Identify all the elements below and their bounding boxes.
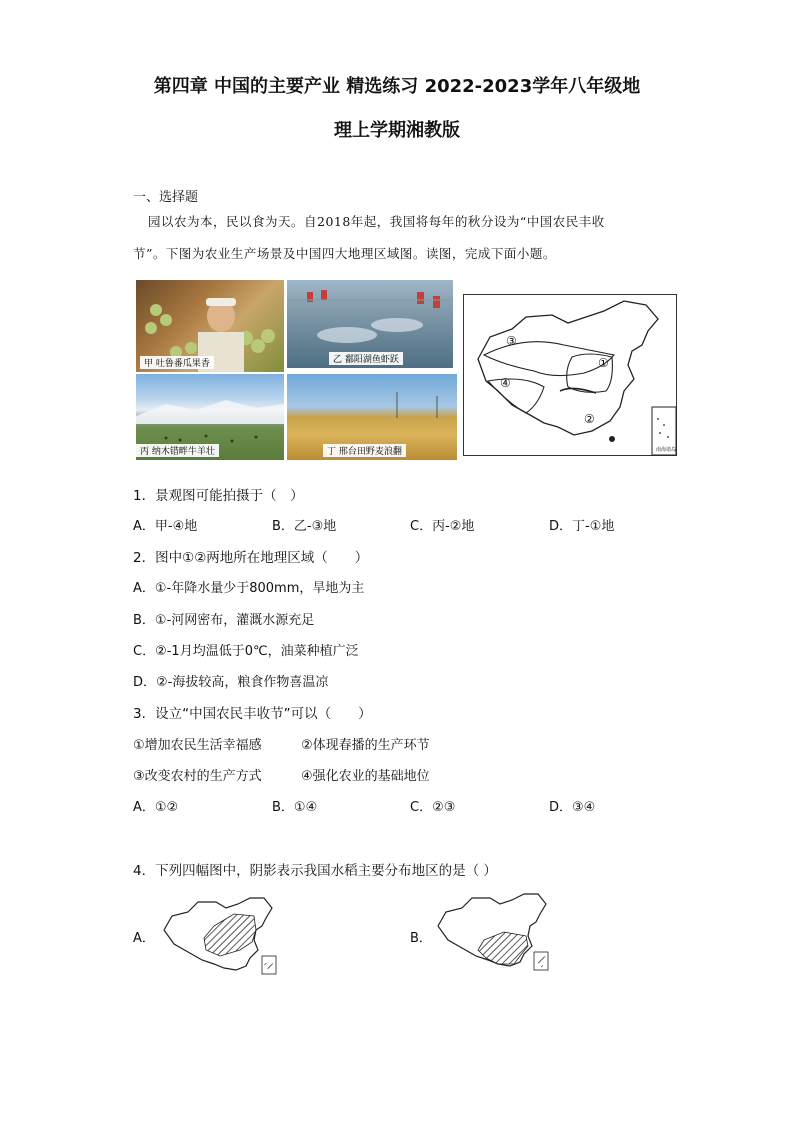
- q4-option-a[interactable]: A．: [133, 931, 155, 946]
- photo-turpan-grapes: [136, 280, 284, 372]
- q2-option-d[interactable]: D．②-海拔较高，粮食作物喜温凉: [133, 675, 329, 690]
- q3-statement-4: ④强化农业的基础地位: [301, 769, 430, 784]
- question-1-stem: 1．景观图可能拍摄于（ ）: [133, 488, 304, 504]
- page-title: 第四章 中国的主要产业 精选练习 2022-2023学年八年级地: [153, 76, 641, 97]
- q3-option-c[interactable]: C．②③: [410, 800, 456, 815]
- photo4-caption: 丁 邢台田野麦浪翻: [323, 444, 406, 457]
- question-4-stem: 4．下列四幅图中，阴影表示我国水稻主要分布地区的是（ ）: [133, 863, 497, 879]
- photo1-caption: 甲 吐鲁番瓜果香: [140, 356, 214, 369]
- china-map-outline: [464, 295, 678, 457]
- question-2-stem: 2．图中①②两地所在地理区域（ ）: [133, 550, 369, 566]
- q3-option-a[interactable]: A．①②: [133, 800, 179, 815]
- map-label-4: ④: [500, 376, 511, 390]
- map-label-1: ①: [598, 356, 609, 370]
- photo3-caption: 丙 纳木错畔牛羊壮: [136, 444, 219, 457]
- q4-map-a[interactable]: [158, 894, 282, 978]
- q4-option-b[interactable]: B．: [410, 931, 432, 946]
- photo-xingtai-wheat: [287, 374, 457, 460]
- q1-option-b[interactable]: B．乙-③地: [272, 519, 337, 534]
- q3-option-b[interactable]: B．①④: [272, 800, 318, 815]
- q1-option-d[interactable]: D．丁-①地: [549, 519, 615, 534]
- question-3-stem: 3．设立“中国农民丰收节”可以（ ）: [133, 706, 372, 722]
- photo2-caption: 乙 鄱阳湖鱼虾跃: [329, 352, 403, 365]
- q2-option-a[interactable]: A．①-年降水量少于800mm，旱地为主: [133, 581, 365, 596]
- photo-poyang-fishing: [287, 280, 453, 368]
- q3-statement-1: ①增加农民生活幸福感: [133, 738, 262, 753]
- map-label-3: ③: [506, 334, 517, 348]
- q1-option-a[interactable]: A．甲-④地: [133, 519, 198, 534]
- q2-option-b[interactable]: B．①-河网密布，灌溉水源充足: [133, 613, 315, 628]
- q4-map-b[interactable]: [434, 890, 554, 976]
- intro-text-line1: 园以农为本，民以食为天。自2018年起，我国将每年的秋分设为“中国农民丰收: [148, 214, 605, 229]
- inset-label: 南海诸岛: [656, 447, 677, 453]
- photo-namtso-grassland: [136, 374, 284, 460]
- map-label-2: ②: [584, 412, 595, 426]
- china-regions-map: [463, 294, 677, 456]
- page-title-line2: 理上学期湘教版: [334, 120, 460, 141]
- q1-option-c[interactable]: C．丙-②地: [410, 519, 475, 534]
- intro-text-line2: 节”。下图为农业生产场景及中国四大地理区域图。读图，完成下面小题。: [133, 246, 556, 261]
- q3-option-d[interactable]: D．③④: [549, 800, 596, 815]
- section-heading: 一、选择题: [133, 190, 199, 205]
- q3-statement-2: ②体现春播的生产环节: [301, 738, 430, 753]
- q3-statement-3: ③改变农村的生产方式: [133, 769, 262, 784]
- q2-option-c[interactable]: C．②-1月均温低于0℃，油菜种植广泛: [133, 644, 359, 659]
